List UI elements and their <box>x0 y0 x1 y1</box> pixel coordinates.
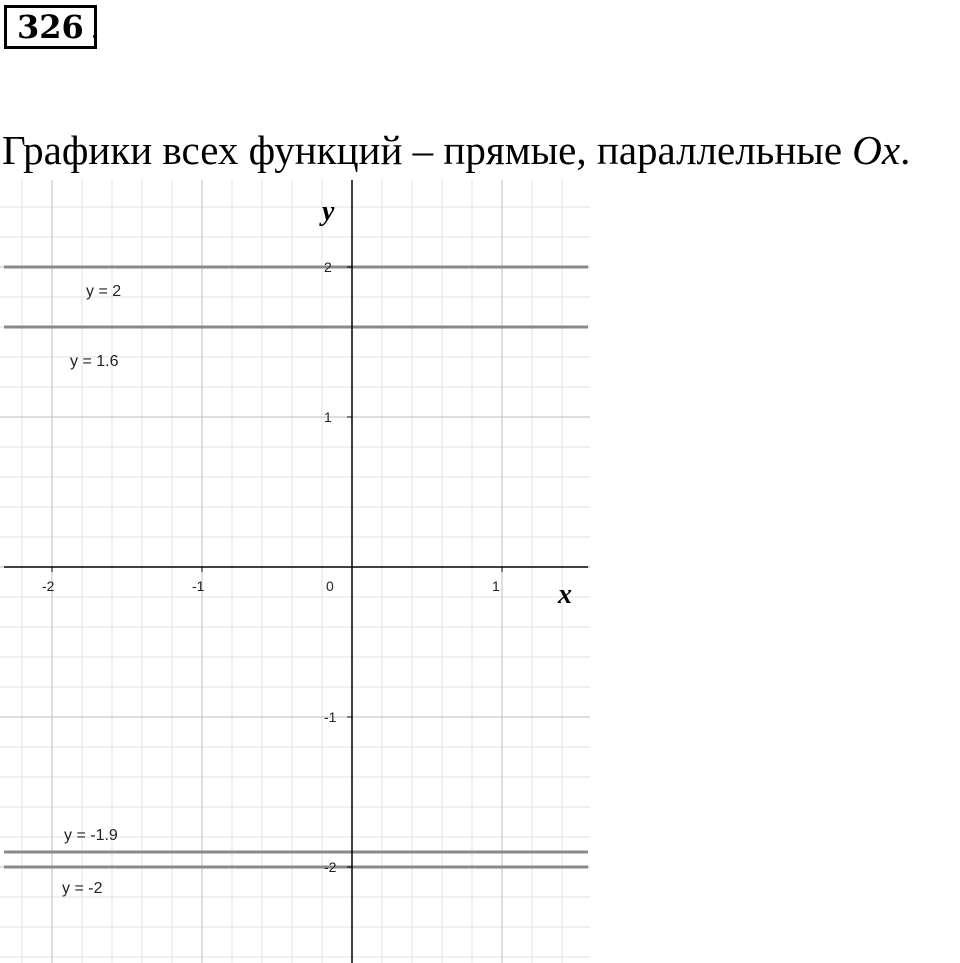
problem-number-dot: . <box>90 8 101 46</box>
problem-number <box>4 5 97 49</box>
statement-end: . <box>900 127 911 173</box>
y-tick-label: 1 <box>324 409 332 425</box>
x-tick-label: 0 <box>326 578 334 594</box>
x-tick-label: -2 <box>42 578 55 594</box>
y-tick-label: -2 <box>324 859 337 875</box>
y-axis-label: y <box>322 196 335 227</box>
y-tick-label: -1 <box>324 709 337 725</box>
function-line-label: y = -1.9 <box>64 827 118 844</box>
graph <box>0 180 590 963</box>
statement-text: Графики всех функций – прямые, параллельные <box>2 127 853 173</box>
x-tick-label: -1 <box>192 578 205 594</box>
function-line-label: y = -2 <box>62 880 103 897</box>
statement-math: Ox <box>852 127 901 173</box>
y-tick-label: 2 <box>324 259 332 275</box>
problem-statement <box>2 126 910 174</box>
problem-number-text: 326 <box>17 8 84 46</box>
x-axis-label: x <box>558 579 572 610</box>
function-line-label: y = 2 <box>86 283 122 300</box>
x-tick-label: 1 <box>492 578 500 594</box>
function-line-label: y = 1.6 <box>70 353 119 370</box>
